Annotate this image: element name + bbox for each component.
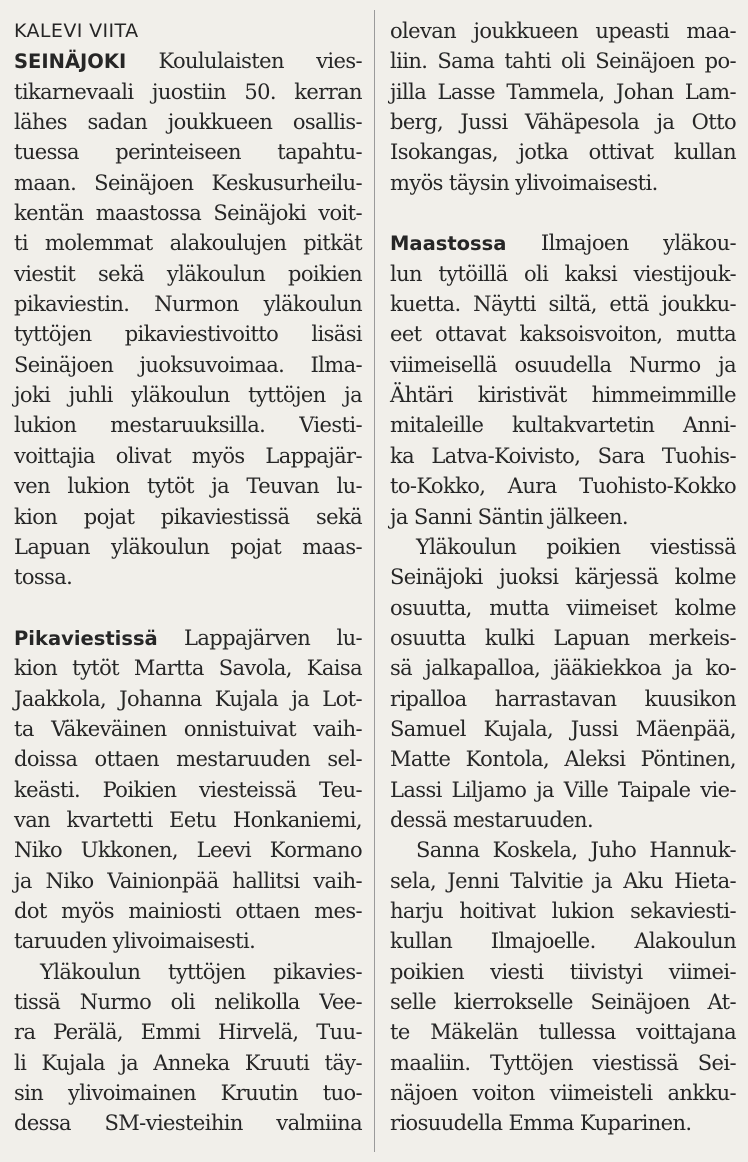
line-text: Niko Ukkonen, Leevi Kormano — [14, 838, 362, 863]
text-line — [390, 805, 736, 835]
text-line — [14, 259, 362, 289]
article-column-left — [14, 16, 362, 1139]
text-line — [14, 926, 362, 956]
line-text: tossa. — [14, 565, 73, 590]
paragraph-gap — [14, 593, 362, 623]
line-text: kion pojat pikaviestissä sekä — [14, 504, 362, 529]
text-line — [14, 289, 362, 319]
text-line — [390, 684, 736, 714]
line-text: doissa ottaen mestaruuden sel- — [14, 747, 362, 772]
text-line — [14, 441, 362, 471]
text-line — [390, 441, 736, 471]
text-line — [14, 1078, 362, 1108]
text-line — [14, 835, 362, 865]
line-text: selle kierrokselle Seinäjoen At- — [390, 990, 736, 1014]
line-text: myös täysin ylivoimaisesti. — [390, 170, 658, 195]
line-text: lukion mestaruuksilla. Viesti- — [14, 413, 362, 438]
line-text: ta Väkeväinen onnistuivat vaih- — [14, 716, 362, 741]
text-line — [14, 653, 362, 683]
line-text: tissä Nurmo oli nelikolla Vee- — [14, 990, 362, 1014]
line-text: Seinäjoki juoksi kärjessä kolme — [390, 565, 736, 590]
text-line — [390, 1078, 736, 1108]
line-text: Yläkoulun tyttöjen pikavies- — [40, 959, 362, 984]
line-text: pikaviestin. Nurmon yläkoulun — [14, 292, 362, 317]
col1-body — [14, 46, 362, 1138]
text-line — [390, 744, 736, 774]
text-line — [390, 926, 736, 956]
line-text: taruuden ylivoimaisesti. — [14, 929, 256, 954]
text-line — [14, 1017, 362, 1047]
text-line — [14, 77, 362, 107]
text-line — [14, 46, 362, 76]
line-text: keästi. Poikien viesteissä Teu- — [14, 777, 362, 802]
line-text: maaliin. Tyttöjen viestissä Sei- — [390, 1050, 736, 1075]
line-text: ka Latva-Koivisto, Sara Tuohis- — [390, 443, 736, 468]
text-line — [390, 259, 736, 289]
line-text: harju hoitivat lukion sekaviesti- — [390, 898, 736, 923]
line-text: Ähtäri kiristivät himmeimmille — [390, 383, 736, 408]
text-line — [390, 16, 736, 46]
line-text: liin. Sama tahti oli Seinäjoen po- — [390, 49, 736, 74]
line-text: ja Sanni Säntin jälkeen. — [390, 504, 628, 529]
line-text: osuutta, mutta viimeiset kolme — [390, 595, 736, 620]
line-text: lähes sadan joukkueen osallis- — [14, 110, 362, 135]
line-text: lun tytöillä oli kaksi viestijouk- — [390, 261, 736, 286]
text-line — [390, 532, 736, 562]
line-text: li Kujala ja Anneka Kruuti täy- — [14, 1050, 362, 1075]
line-text: Samuel Kujala, Jussi Mäenpää, — [390, 716, 736, 741]
line-text: Lassi Liljamo ja Ville Taipale vie- — [390, 777, 736, 802]
line-text: riosuudella Emma Kuparinen. — [390, 1111, 692, 1136]
text-line — [14, 228, 362, 258]
text-line — [390, 775, 736, 805]
column-divider — [374, 10, 375, 1152]
text-line — [14, 866, 362, 896]
text-line — [390, 1108, 736, 1138]
text-line — [390, 714, 736, 744]
line-text: sela, Jenni Talvitie ja Aku Hieta- — [390, 868, 736, 893]
line-text: Koululaisten vies- — [126, 49, 362, 74]
line-text: sin ylivoimainen Kruutin tuo- — [14, 1081, 362, 1106]
text-line — [390, 107, 736, 137]
text-line — [14, 744, 362, 774]
text-line — [390, 289, 736, 319]
text-line — [390, 1017, 736, 1047]
line-text: kion tytöt Martta Savola, Kaisa — [14, 656, 362, 681]
text-line — [390, 957, 736, 987]
text-line — [390, 410, 736, 440]
line-text: Seinäjoen juoksuvoimaa. Ilma- — [14, 352, 362, 377]
line-text: Sanna Koskela, Juho Hannuk- — [416, 838, 736, 863]
text-line — [390, 137, 736, 167]
subheading: Pikaviestissä — [14, 626, 158, 650]
text-line — [390, 77, 736, 107]
text-line — [14, 168, 362, 198]
text-line — [14, 714, 362, 744]
line-text: kullan Ilmajoelle. Alakoulun — [390, 929, 736, 954]
paragraph-gap — [390, 198, 736, 228]
line-text: Jaakkola, Johanna Kujala ja Lot- — [14, 686, 362, 711]
text-line — [390, 593, 736, 623]
line-text: Yläkoulun poikien viestissä — [416, 534, 736, 559]
line-text: jilla Lasse Tammela, Johan Lam- — [390, 79, 736, 104]
line-text: Lapuan yläkoulun pojat maas- — [14, 534, 362, 559]
text-line — [14, 532, 362, 562]
line-text: dessä mestaruuden. — [390, 807, 594, 832]
line-text: Lappajärven lu- — [157, 625, 362, 650]
line-text: ra Perälä, Emmi Hirvelä, Tuu- — [14, 1020, 362, 1045]
line-text: tuessa perinteiseen tapahtu- — [14, 140, 362, 165]
text-line — [390, 46, 736, 76]
text-line — [390, 319, 736, 349]
line-text: viimeisellä osuudella Nurmo ja — [390, 352, 736, 377]
line-text: van kvartetti Eetu Honkaniemi, — [14, 807, 362, 832]
text-line — [14, 987, 362, 1017]
text-line — [14, 137, 362, 167]
text-line — [390, 866, 736, 896]
line-text: Matte Kontola, Aleksi Pöntinen, — [390, 747, 736, 772]
text-line — [14, 1048, 362, 1078]
line-text: sä jalkapalloa, jääkiekkoa ja ko- — [390, 656, 736, 681]
text-line — [390, 350, 736, 380]
line-text: ja Niko Vainionpää hallitsi vaih- — [14, 868, 362, 893]
text-line — [14, 623, 362, 653]
text-line — [14, 1108, 362, 1138]
text-line — [390, 502, 736, 532]
text-line — [390, 835, 736, 865]
text-line — [14, 350, 362, 380]
byline: KALEVI VIITA — [14, 20, 139, 42]
dateline: SEINÄJOKI — [14, 50, 127, 74]
text-line — [14, 957, 362, 987]
text-line — [390, 380, 736, 410]
line-text: näjoen voiton viimeisteli ankku- — [390, 1081, 736, 1106]
line-text: voittajia olivat myös Lappajär- — [14, 443, 362, 468]
line-text: tyttöjen pikaviestivoitto lisäsi — [14, 322, 362, 347]
text-line — [390, 653, 736, 683]
line-text: joki juhli yläkoulun tyttöjen ja — [14, 383, 362, 408]
text-line — [14, 319, 362, 349]
text-line — [14, 502, 362, 532]
line-text: ripalloa harrastavan kuusikon — [390, 686, 736, 711]
line-text: kuetta. Näytti siltä, että joukku- — [390, 292, 736, 317]
line-text: kentän maastossa Seinäjoki voit- — [14, 201, 362, 226]
subheading: Maastossa — [390, 232, 507, 256]
line-text: maan. Seinäjoen Keskusurheilu- — [14, 170, 362, 195]
line-text: viestit sekä yläkoulun poikien — [14, 261, 362, 286]
col2-body — [390, 16, 736, 1139]
text-line — [390, 562, 736, 592]
text-line — [390, 623, 736, 653]
text-line — [14, 562, 362, 592]
line-text: berg, Jussi Vähäpesola ja Otto — [390, 110, 736, 135]
line-text: to-Kokko, Aura Tuohisto-Kokko — [390, 474, 736, 499]
article-column-right — [390, 16, 736, 1139]
line-text: osuutta kulki Lapuan merkeis- — [390, 625, 736, 650]
line-text: ven lukion tytöt ja Teuvan lu- — [14, 474, 362, 499]
text-line — [390, 987, 736, 1017]
text-line — [390, 228, 736, 258]
text-line — [14, 198, 362, 228]
line-text: olevan joukkueen upeasti maa- — [390, 19, 736, 43]
text-line — [14, 410, 362, 440]
line-text: te Mäkelän tullessa voittajana — [390, 1020, 736, 1045]
line-text: dessa SM-viesteihin valmiina — [14, 1111, 362, 1136]
text-line — [14, 805, 362, 835]
line-text: eet ottavat kaksoisvoiton, mutta — [390, 322, 736, 347]
text-line — [14, 896, 362, 926]
text-line — [14, 471, 362, 501]
line-text: poikien viesti tiivistyi viimei- — [390, 959, 736, 984]
text-line — [14, 380, 362, 410]
text-line — [14, 107, 362, 137]
line-text: Isokangas, jotka ottivat kullan — [390, 140, 736, 165]
line-text: ti molemmat alakoulujen pitkät — [14, 231, 362, 256]
text-line — [390, 896, 736, 926]
line-text: mitaleille kultakvartetin Anni- — [390, 413, 736, 438]
text-line — [14, 775, 362, 805]
line-text: dot myös mainiosti ottaen mes- — [14, 898, 362, 923]
text-line — [390, 471, 736, 501]
text-line — [390, 168, 736, 198]
text-line — [390, 1048, 736, 1078]
line-text: tikarnevaali juostiin 50. kerran — [14, 79, 362, 104]
text-line — [14, 684, 362, 714]
line-text: Ilmajoen yläkou- — [506, 231, 736, 256]
